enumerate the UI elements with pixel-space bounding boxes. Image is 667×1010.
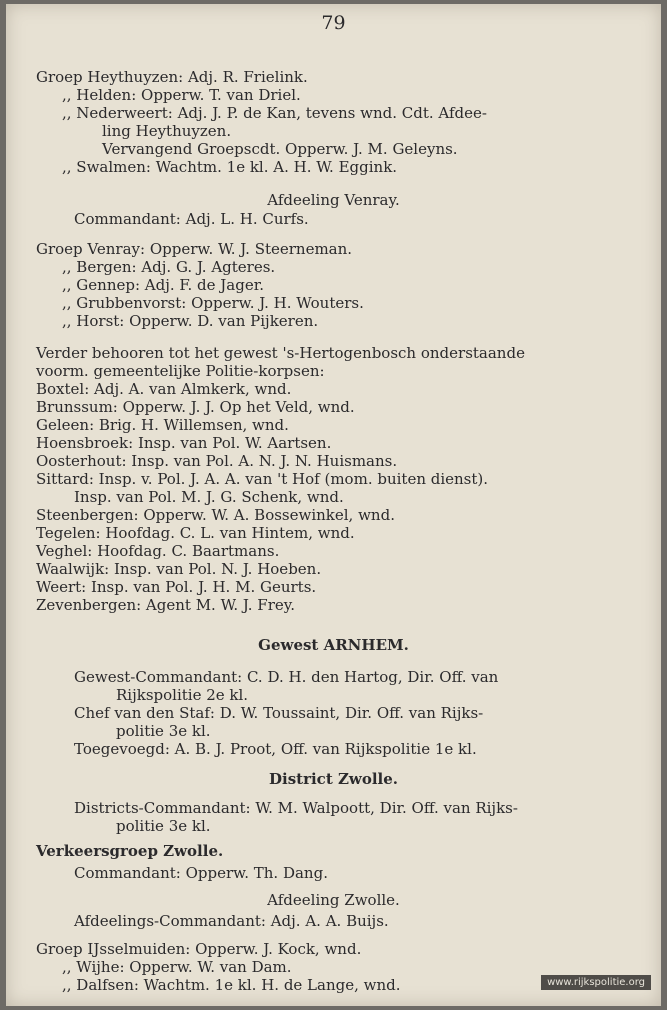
text-line: Oosterhout: Insp. van Pol. A. N. J. N. Huismans. [36, 452, 398, 470]
text-line: ,, Dalfsen: Wachtm. 1e kl. H. de Lange, wnd. [62, 976, 401, 994]
text-line: Geleen: Brig. H. Willemsen, wnd. [36, 416, 289, 434]
text-line: Rijkspolitie 2e kl. [116, 686, 249, 704]
text-line: Gewest-Commandant: C. D. H. den Hartog, Dir. Off. van [74, 668, 499, 686]
text-line: ,, Gennep: Adj. F. de Jager. [62, 276, 264, 294]
text-line: politie 3e kl. [116, 722, 211, 740]
text-line: Groep Venray: Opperw. W. J. Steerneman. [36, 240, 353, 258]
text-line: Boxtel: Adj. A. van Almkerk, wnd. [36, 380, 292, 398]
text-line: Toegevoegd: A. B. J. Proot, Off. van Rijkspolitie 1e kl. [74, 740, 477, 758]
text-line: Tegelen: Hoofdag. C. L. van Hintem, wnd. [36, 524, 355, 542]
text-line: ,, Wijhe: Opperw. W. van Dam. [62, 958, 292, 976]
text-line: Groep Heythuyzen: Adj. R. Frielink. [36, 68, 308, 86]
text-line: Commandant: Adj. L. H. Curfs. [74, 210, 309, 228]
text-line: ,, Nederweert: Adj. J. P. de Kan, tevens wnd. Cdt. Afdee- [62, 104, 487, 122]
text-line: Hoensbroek: Insp. van Pol. W. Aartsen. [36, 434, 332, 452]
text-line: Steenbergen: Opperw. W. A. Bossewinkel, wnd. [36, 506, 395, 524]
text-line: ,, Helden: Opperw. T. van Driel. [62, 86, 301, 104]
text-line: ,, Swalmen: Wachtm. 1e kl. A. H. W. Eggink. [62, 158, 398, 176]
document-page [6, 4, 661, 1006]
section-heading: Gewest ARNHEM. [258, 636, 409, 654]
text-line: voorm. gemeentelijke Politie-korpsen: [36, 362, 325, 380]
page-number: 79 [321, 12, 346, 34]
text-line: Weert: Insp. van Pol. J. H. M. Geurts. [36, 578, 317, 596]
text-line: Verder behooren tot het gewest 's-Hertogenbosch onderstaande [36, 344, 525, 362]
text-line: Groep IJsselmuiden: Opperw. J. Kock, wnd. [36, 940, 362, 958]
watermark: www.rijkspolitie.org [541, 975, 651, 990]
section-heading: Afdeeling Zwolle. [267, 891, 400, 909]
text-line: Commandant: Opperw. Th. Dang. [74, 864, 328, 882]
text-line: Vervangend Groepscdt. Opperw. J. M. Geleyns. [102, 140, 458, 158]
text-line: Brunssum: Opperw. J. J. Op het Veld, wnd. [36, 398, 355, 416]
section-heading: Afdeeling Venray. [267, 191, 400, 209]
text-line: Afdeelings-Commandant: Adj. A. A. Buijs. [74, 912, 389, 930]
text-line: Veghel: Hoofdag. C. Baartmans. [36, 542, 280, 560]
text-line: ,, Grubbenvorst: Opperw. J. H. Wouters. [62, 294, 364, 312]
section-heading: Verkeersgroep Zwolle. [36, 842, 224, 860]
text-line: politie 3e kl. [116, 817, 211, 835]
text-line: ,, Horst: Opperw. D. van Pijkeren. [62, 312, 319, 330]
text-line: Insp. van Pol. M. J. G. Schenk, wnd. [74, 488, 344, 506]
text-line: Zevenbergen: Agent M. W. J. Frey. [36, 596, 296, 614]
text-line: ,, Bergen: Adj. G. J. Agteres. [62, 258, 276, 276]
text-line: Waalwijk: Insp. van Pol. N. J. Hoeben. [36, 560, 322, 578]
text-line: Chef van den Staf: D. W. Toussaint, Dir. Off. van Rijks- [74, 704, 484, 722]
section-heading: District Zwolle. [269, 770, 398, 788]
text-line: Sittard: Insp. v. Pol. J. A. A. van 't Hof (mom. buiten dienst). [36, 470, 489, 488]
text-line: Districts-Commandant: W. M. Walpoott, Dir. Off. van Rijks- [74, 799, 518, 817]
text-line: ling Heythuyzen. [102, 122, 232, 140]
